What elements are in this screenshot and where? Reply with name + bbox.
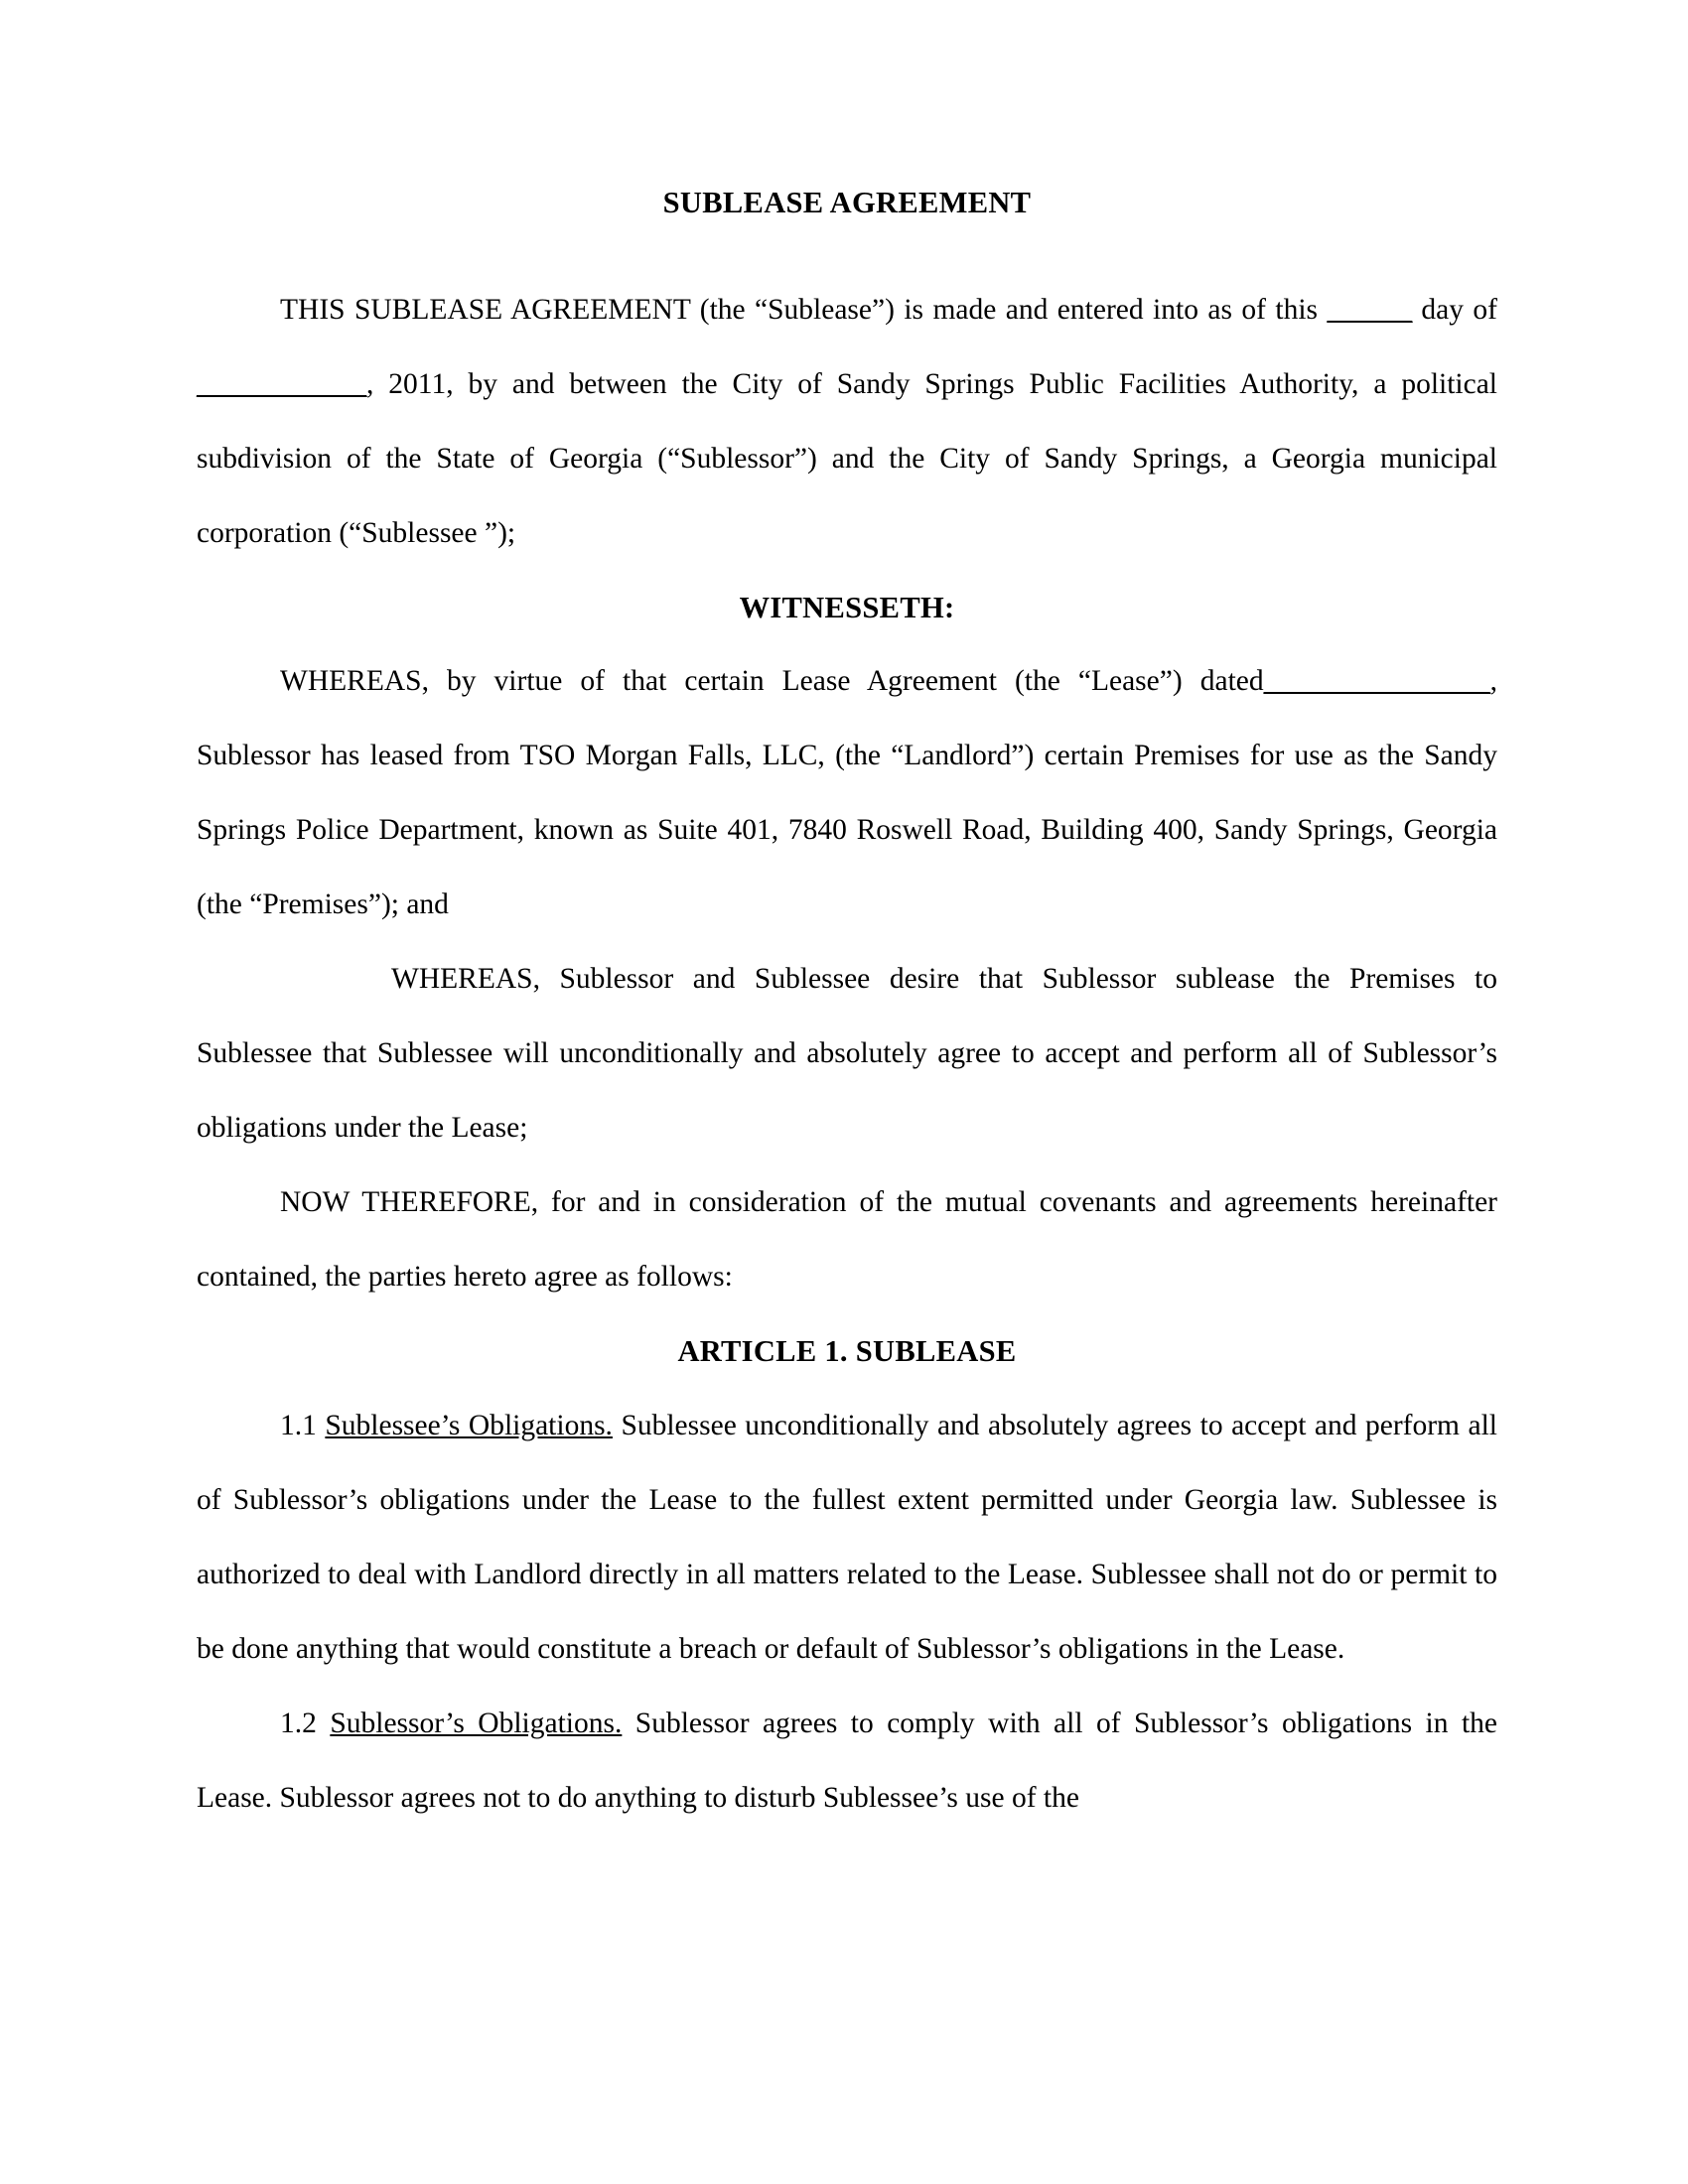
whereas-1-text-a: WHEREAS, by virtue of that certain Lease Agreement (the “Lease”) dated: [280, 665, 1264, 698]
blank-day-field[interactable]: ______: [1327, 293, 1412, 326]
whereas-1-text-b: , Sublessor has leased from TSO Morgan Falls, LLC, (the “Landlord”) certain Premises for use as the Sandy Springs Police Department, known as Suite 401, 7840 Roswell Road, Building 400, Sandy Springs, Georgia (the “Premises”); and: [197, 665, 1497, 921]
section-1-2-number: 1.2: [280, 1706, 317, 1739]
section-1-1-title: Sublessee’s Obligations.: [325, 1409, 613, 1441]
blank-month-field[interactable]: ____________: [197, 367, 366, 400]
paragraph-section-1-2: [197, 1687, 1497, 1836]
paragraph-whereas-2: WHEREAS, Sublessor and Sublessee desire that Sublessor sublease the Premises to Sublessee that Sublessee will unconditionally and absolutely agree to accept and perform all of Sublessor’s obligations under the Lease;: [197, 963, 1497, 1145]
section-1-1-body: Sublessee unconditionally and absolutely agrees to accept and perform all of Sublessor’s obligations under the Lease to the fullest extent permitted under Georgia law. Sublessee is authorized to deal with Landlord directly in all matters related to the Lease. Sublessee shall not do or permit to be done anything that would constitute a breach or default of Sublessor’s obligations in the Lease.: [197, 1409, 1497, 1665]
recital-intro-text-a: THIS SUBLEASE AGREEMENT (the “Sublease”) is made and entered into as of this: [280, 293, 1328, 326]
paragraph-section-1-1: [197, 1389, 1497, 1687]
section-1-1-number: 1.1: [280, 1409, 317, 1441]
section-1-2-title: Sublessor’s Obligations.: [330, 1706, 623, 1739]
paragraph-recital-intro: [197, 273, 1497, 571]
paragraph-now-therefore: NOW THEREFORE, for and in consideration of the mutual covenants and agreements hereinafter contained, the parties hereto agree as follows:: [197, 1186, 1497, 1294]
article-1-heading: ARTICLE 1. SUBLEASE: [677, 1334, 1017, 1369]
section-1-2-body: Sublessor agrees to comply with all of Sublessor’s obligations in the Lease. Sublessor agrees not to do anything to disturb Sublessee’s use of the: [197, 1706, 1497, 1814]
document-body: [197, 185, 1497, 1836]
recital-intro-text-c: , 2011, by and between the City of Sandy Springs Public Facilities Authority, a political subdivision of the State of Georgia (“Sublessor”) and the City of Sandy Springs, a Georgia municipal corporation (“Sublessee ”);: [197, 367, 1497, 549]
page-title: SUBLEASE AGREEMENT: [662, 186, 1032, 219]
witnesseth-heading: WITNESSETH:: [739, 590, 955, 624]
paragraph-whereas-1: [197, 644, 1497, 942]
recital-intro-text-b: day of: [1411, 293, 1497, 326]
blank-lease-date-field[interactable]: ________________: [1263, 665, 1490, 698]
